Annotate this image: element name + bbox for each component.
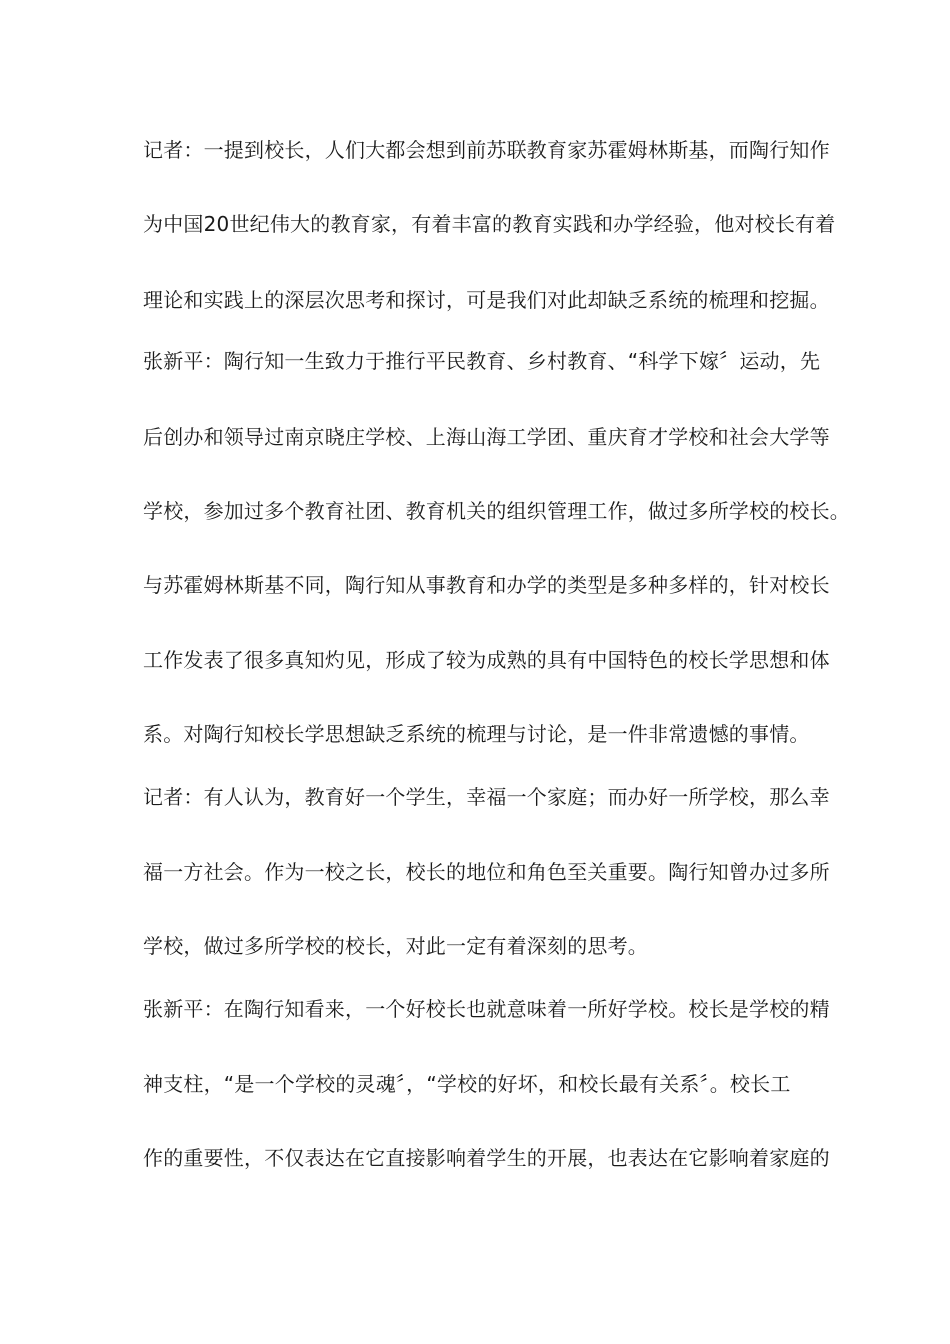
text-line: 记者：一提到校长，人们大都会想到前苏联教育家苏霍姆林斯基，而陶行知作 <box>143 138 830 162</box>
text-line: 学校，做过多所学校的校长，对此一定有着深刻的思考。 <box>143 934 648 958</box>
text-line: 理论和实践上的深层次思考和探讨，可是我们对此却缺乏系统的梳理和挖掘。 <box>143 288 830 312</box>
text-line: 后创办和领导过南京晓庄学校、上海山海工学团、重庆育才学校和社会大学等 <box>143 425 830 449</box>
text-line: 学校，参加过多个教育社团、教育机关的组织管理工作，做过多所学校的校长。 <box>143 499 850 523</box>
text-line: 系。对陶行知校长学思想缺乏系统的梳理与讨论，是一件非常遗憾的事情。 <box>143 722 810 746</box>
text-line: 神支柱，“是一个学校的灵魂〞，“学校的好坏，和校长最有关系〞。校长工 <box>143 1072 791 1096</box>
text-line: 张新平：在陶行知看来，一个好校长也就意味着一所好学校。校长是学校的精 <box>143 997 830 1021</box>
text-line: 张新平：陶行知一生致力于推行平民教育、乡村教育、“科学下嫁〞运动，先 <box>143 349 821 373</box>
text-line: 福一方社会。作为一校之长，校长的地位和角色至关重要。陶行知曾办过多所 <box>143 860 830 884</box>
text-line: 记者：有人认为，教育好一个学生，幸福一个家庭；而办好一所学校，那么幸 <box>143 785 830 809</box>
text-line: 作的重要性，不仅表达在它直接影响着学生的开展，也表达在它影响着家庭的 <box>143 1146 830 1170</box>
text-line: 与苏霍姆林斯基不同，陶行知从事教育和办学的类型是多种多样的，针对校长 <box>143 573 830 597</box>
text-line: 为中国20世纪伟大的教育家，有着丰富的教育实践和办学经验，他对校长有着 <box>143 212 836 236</box>
text-line: 工作发表了很多真知灼见，形成了较为成熟的具有中国特色的校长学思想和体 <box>143 648 830 672</box>
